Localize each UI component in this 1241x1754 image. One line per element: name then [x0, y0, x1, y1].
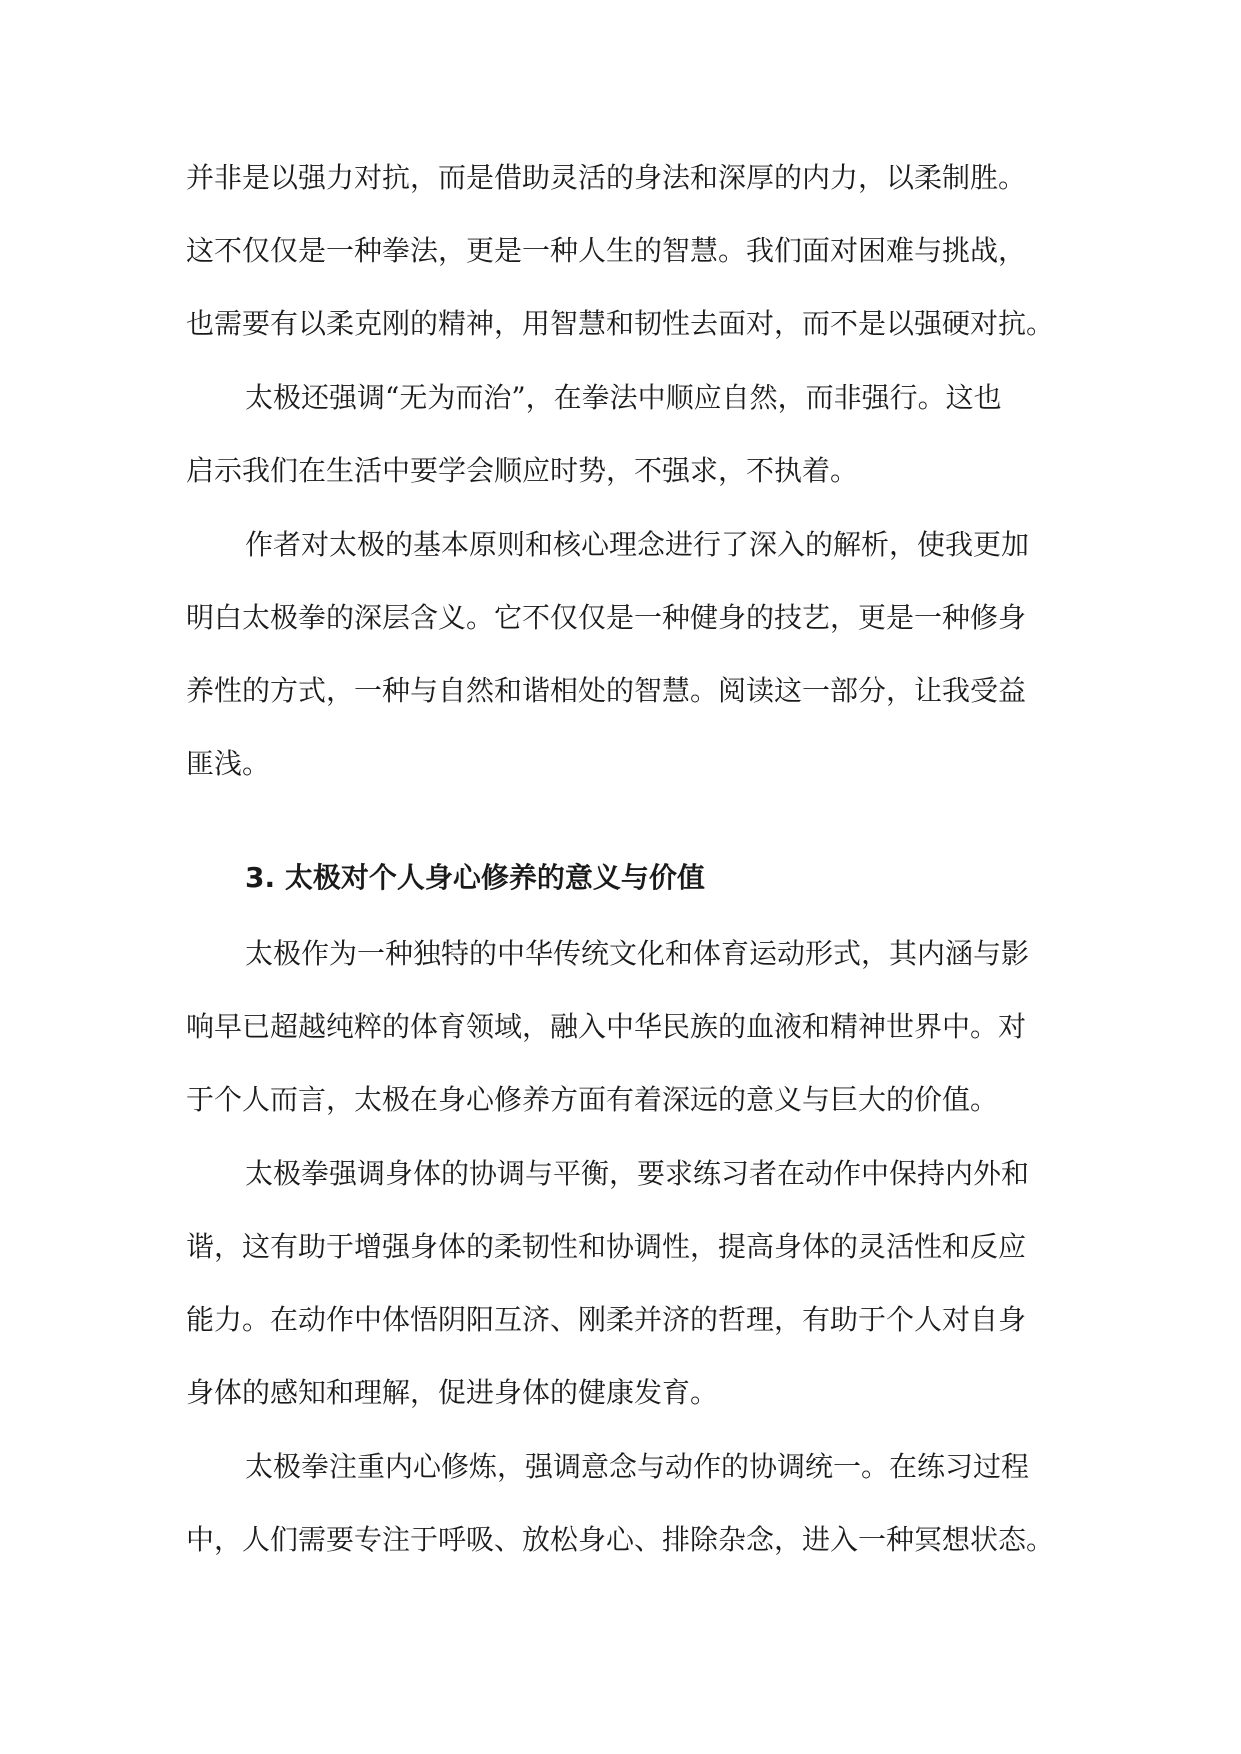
section-heading: 3. 太极对个人身心修养的意义与价值: [245, 861, 705, 894]
text-line: 太极还强调“无为而治”，在拳法中顺应自然，而非强行。这也: [245, 381, 1002, 414]
text-line: 太极作为一种独特的中华传统文化和体育运动形式，其内涵与影: [245, 937, 1030, 970]
text-line: 于个人而言，太极在身心修养方面有着深远的意义与巨大的价值。: [186, 1083, 999, 1116]
text-line: 养性的方式，一种与自然和谐相处的智慧。阅读这一部分，让我受益: [186, 674, 1027, 707]
text-line: 明白太极拳的深层含义。它不仅仅是一种健身的技艺，更是一种修身: [186, 601, 1027, 634]
text-line: 身体的感知和理解，促进身体的健康发育。: [186, 1376, 719, 1409]
text-line: 也需要有以柔克刚的精神，用智慧和韧性去面对，而不是以强硬对抗。: [186, 307, 1055, 340]
text-line: 太极拳注重内心修炼，强调意念与动作的协调统一。在练习过程: [245, 1450, 1030, 1483]
text-line: 作者对太极的基本原则和核心理念进行了深入的解析，使我更加: [245, 528, 1030, 561]
text-line: 启示我们在生活中要学会顺应时势，不强求，不执着。: [186, 454, 859, 487]
text-line: 这不仅仅是一种拳法，更是一种人生的智慧。我们面对困难与挑战，: [186, 234, 1027, 267]
text-line: 匪浅。: [186, 747, 271, 780]
text-line: 响早已超越纯粹的体育领域，融入中华民族的血液和精神世界中。对: [186, 1010, 1027, 1043]
text-line: 能力。在动作中体悟阴阳互济、刚柔并济的哲理，有助于个人对自身: [186, 1303, 1027, 1336]
text-line: 并非是以强力对抗，而是借助灵活的身法和深厚的内力，以柔制胜。: [186, 161, 1027, 194]
text-line: 谐，这有助于增强身体的柔韧性和协调性，提高身体的灵活性和反应: [186, 1230, 1027, 1263]
text-line: 中，人们需要专注于呼吸、放松身心、排除杂念，进入一种冥想状态。: [186, 1523, 1055, 1556]
text-line: 太极拳强调身体的协调与平衡，要求练习者在动作中保持内外和: [245, 1157, 1030, 1190]
